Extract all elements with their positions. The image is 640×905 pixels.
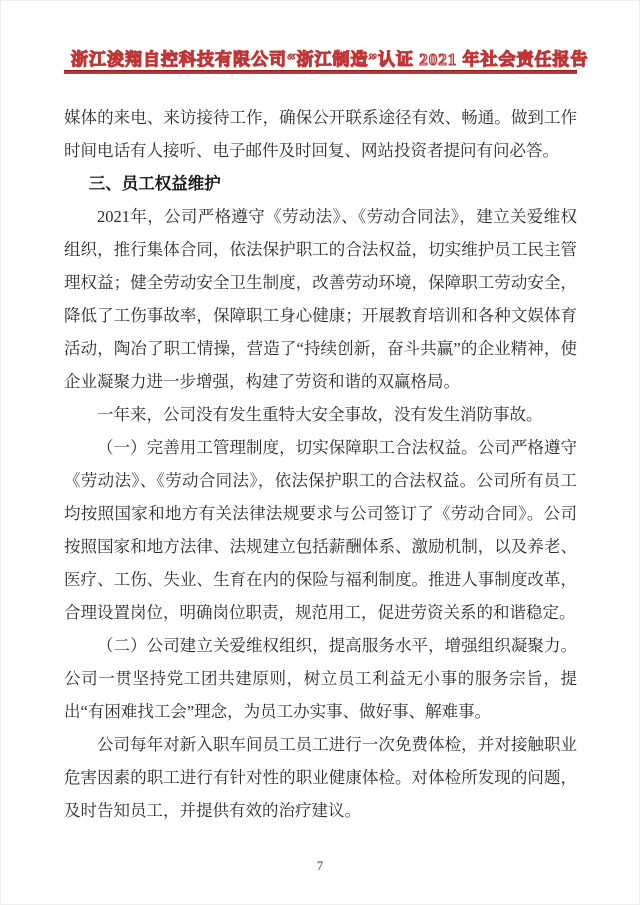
header-divider (64, 70, 577, 74)
document-body (64, 101, 577, 827)
page-footer (1, 857, 639, 875)
paragraph: （一）完善用工管理制度，切实保障职工合法权益。公司严格遵守《劳动法》、《劳动合同法》，依法保护职工的合法权益。公司所有员工均按照国家和地方有关法律法规要求与公司签订了《劳动合同》。公司按照国家和地方法律、法规建立包括薪酬体系、激励机制，以及养老、医疗、工伤、失业、生育在内的保险与福利制度。推进人事制度改革，合理设置岗位，明确岗位职责，规范用工，促进劳资关系的和谐稳定。 (64, 438, 577, 622)
paragraph: 2021年，公司严格遵守《劳动法》、《劳动合同法》，建立关爱维权组织，推行集体合同，依法保护职工的合法权益，切实维护员工民主管理权益；健全劳动安全卫生制度，改善劳动环境，保障职工劳动安全，降低了工伤事故率，保障职工身心健康；开展教育培训和各种文娱体育活动，陶冶了职工情操，营造了“持续创新，奋斗共赢”的企业精神，使企业凝聚力进一步增强，构建了劳资和谐的双赢格局。 (64, 207, 577, 391)
paragraph: 公司每年对新入职车间员工员工进行一次免费体检，并对接触职业危害因素的职工进行有针对性的职业健康体检。对体检所发现的问题，及时告知员工，并提供有效的治疗建议。 (64, 735, 577, 820)
page-number: 7 (316, 859, 324, 873)
continuation-paragraph: 媒体的来电、来访接待工作，确保公开联系途径有效、畅通。做到工作时间电话有人接听、电子邮件及时回复、网站投资者提问有问必答。 (64, 108, 577, 160)
company-name: 浙江浚翔自控科技有限公司 (71, 50, 287, 69)
paragraph: 一年来，公司没有发生重特大安全事故，没有发生消防事故。 (97, 405, 543, 424)
section-heading: 三、员工权益维护 (88, 174, 221, 193)
page-header (71, 45, 589, 70)
paragraph: （二）公司建立关爱维权组织，提高服务水平，增强组织凝聚力。公司一贯坚持党工团共建原则，树立员工利益无小事的服务宗旨，提出“有困难找工会”理念，为员工办实事、做好事、解难事。 (64, 636, 577, 721)
report-title: “浙江制造”认证 2021 年社会责任报告 (287, 50, 589, 69)
